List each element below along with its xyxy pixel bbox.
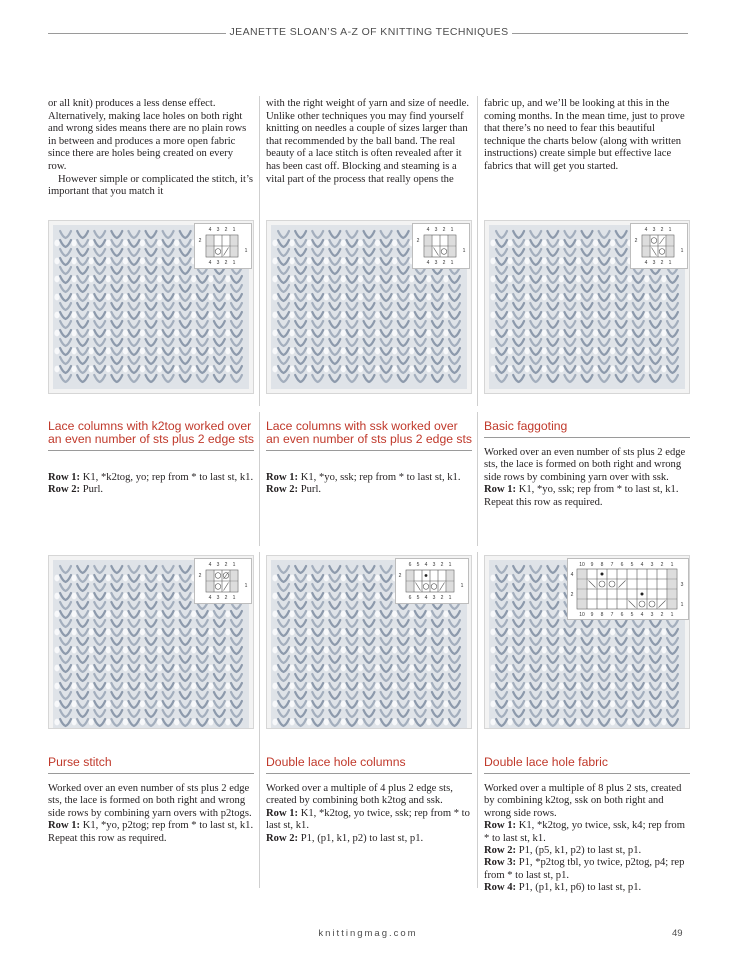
swatch-photo-double-lace-hole-columns — [266, 555, 472, 729]
stitch-intro: Worked over an even number of sts plus 2 edge sts, the lace is formed on both right and wrong side rows by combining yarn over with ssk. — [484, 447, 686, 483]
chart-col-number: 2 — [224, 595, 228, 601]
intro-column-2 — [266, 98, 472, 186]
chart-col-number: 2 — [660, 227, 664, 233]
chart-col-number: 4 — [644, 260, 648, 266]
swatch-photo-k2tog-columns — [48, 220, 254, 394]
stitch-instructions — [48, 472, 254, 497]
chart-col-number: 3 — [434, 227, 438, 233]
chart-col-number: 7 — [610, 562, 614, 568]
chart-col-number: 1 — [232, 260, 236, 266]
chart-col-number: 10 — [579, 612, 585, 618]
intro-paragraph: fabric up, and we’ll be looking at this in the coming months. In the mean time, just to prove that there’s no need to fear this beautiful technique the charts below (along with written instructions) create simple but effective lace fabrics that will get you started. — [484, 98, 685, 172]
instruction-line — [48, 820, 254, 845]
intro-column-3 — [484, 98, 690, 174]
intro-paragraph: with the right weight of yarn and size of needle. Unlike other techniques you may find yourself knitting on needles a couple of sizes larger than that recommended by the ball band. The real beauty of a lace stitch is often revealed after it has been cast off. Blocking and steaming is a vital part of the process that really opens the — [266, 98, 469, 185]
row-label: Row 2: — [48, 484, 81, 496]
instruction-line — [266, 472, 472, 484]
row-text: K1, *k2tog, yo twice, ssk; rep from * to last st, k1. — [266, 807, 470, 832]
instruction-line — [48, 484, 254, 496]
chart-row-number: 4 — [570, 572, 574, 578]
row-label: Row 1: — [484, 820, 517, 832]
chart-col-number: 3 — [216, 227, 220, 233]
stitch-heading: Lace columns with k2tog worked over an even number of sts plus 2 edge sts — [48, 420, 254, 451]
chart-col-number: 4 — [424, 562, 428, 568]
chart-col-number: 3 — [432, 562, 436, 568]
chart-col-number: 5 — [416, 562, 420, 568]
chart-col-number: 2 — [660, 260, 664, 266]
column-separator — [259, 552, 260, 888]
chart-col-number: 4 — [208, 227, 212, 233]
chart-col-number: 2 — [660, 562, 664, 568]
row-text: K1, *yo, ssk; rep from * to last st, k1. Repeat this row as required. — [484, 484, 679, 508]
chart-col-number: 6 — [408, 562, 412, 568]
chart-col-number: 2 — [442, 227, 446, 233]
row-label: Row 1: — [266, 472, 299, 483]
row-text: P1, (p1, k1, p2) to last st, p1. — [298, 832, 424, 844]
chart-col-number: 3 — [650, 562, 654, 568]
chart-row-number: 1 — [460, 583, 464, 589]
chart-col-number: 3 — [650, 612, 654, 618]
stitch-chart — [567, 558, 689, 620]
row-label: Row 1: — [484, 484, 517, 496]
chart-col-number: 6 — [620, 612, 624, 618]
stitch-intro: Worked over a multiple of 8 plus 2 sts, created by combining k2tog, ssk on both right and wrong side rows. — [484, 783, 682, 819]
header-rule-right — [512, 33, 688, 34]
intro-paragraph: However simple or complicated the stitch, it’s important that you match it — [48, 173, 254, 198]
chart-col-number: 3 — [216, 562, 220, 568]
chart-col-number: 7 — [610, 612, 614, 618]
chart-col-number: 4 — [208, 260, 212, 266]
chart-row-number: 2 — [570, 592, 574, 598]
chart-col-number: 1 — [232, 227, 236, 233]
instruction-line — [484, 845, 690, 857]
intro-column-1 — [48, 98, 254, 199]
chart-col-number: 8 — [600, 562, 604, 568]
instruction-line — [48, 472, 254, 484]
stitch-chart — [194, 223, 252, 269]
row-text: K1, *yo, p2tog; rep from * to last st, k1. Repeat this row as required. — [48, 820, 254, 844]
stitch-chart — [194, 558, 252, 604]
swatch-photo-purse-stitch — [48, 555, 254, 729]
column-separator — [259, 412, 260, 546]
row-label: Row 2: — [484, 845, 517, 857]
stitch-instructions — [266, 472, 472, 497]
swatch-photo-double-lace-hole-fabric — [484, 555, 690, 729]
chart-col-number: 5 — [630, 562, 634, 568]
instruction-line — [484, 882, 690, 894]
swatch-photo-ssk-columns — [266, 220, 472, 394]
chart-col-number: 1 — [450, 227, 454, 233]
chart-col-number: 6 — [408, 595, 412, 601]
row-text: K1, *k2tog, yo; rep from * to last st, k1. — [80, 472, 254, 483]
header-rule-left — [48, 33, 226, 34]
row-label: Row 4: — [484, 882, 517, 894]
footer-url: knittingmag.com — [318, 928, 418, 939]
stitch-heading: Basic faggoting — [484, 420, 690, 438]
row-label: Row 1: — [48, 472, 81, 483]
row-text: P1, (p1, k1, p6) to last st, p1. — [516, 882, 642, 894]
chart-col-number: 3 — [432, 595, 436, 601]
stitch-heading: Lace columns with ssk worked over an even number of sts plus 2 edge sts — [266, 420, 472, 451]
chart-col-number: 1 — [232, 595, 236, 601]
intro-paragraph: or all knit) produces a less dense effect. Alternatively, making lace holes on both right and wrong sides means there are no plain rows in between and produces a more open fabric since there are holes being created on every row. — [48, 98, 247, 172]
chart-row-number: 1 — [680, 602, 684, 608]
instruction-line — [484, 820, 690, 845]
chart-col-number: 4 — [640, 562, 644, 568]
stitch-instructions — [484, 447, 690, 509]
running-head — [0, 24, 736, 44]
chart-row-number: 2 — [634, 238, 638, 244]
stitch-heading: Double lace hole columns — [266, 756, 472, 774]
chart-col-number: 1 — [670, 612, 674, 618]
row-text: P1, (p5, k1, p2) to last st, p1. — [516, 845, 642, 857]
chart-col-number: 2 — [440, 595, 444, 601]
chart-col-number: 10 — [579, 562, 585, 568]
instruction-line — [266, 833, 472, 845]
chart-col-number: 1 — [448, 562, 452, 568]
chart-col-number: 9 — [590, 562, 594, 568]
chart-row-number: 1 — [462, 248, 466, 254]
stitch-instructions — [48, 783, 254, 845]
chart-col-number: 8 — [600, 612, 604, 618]
instruction-line — [266, 808, 472, 833]
chart-col-number: 3 — [216, 595, 220, 601]
chart-col-number: 4 — [208, 595, 212, 601]
chart-row-number: 3 — [680, 582, 684, 588]
chart-col-number: 3 — [216, 260, 220, 266]
column-separator — [477, 412, 478, 546]
chart-col-number: 2 — [224, 562, 228, 568]
stitch-heading: Double lace hole fabric — [484, 756, 690, 774]
row-label: Row 1: — [266, 807, 299, 819]
row-label: Row 2: — [266, 484, 299, 496]
chart-col-number: 4 — [424, 595, 428, 601]
chart-col-number: 4 — [640, 612, 644, 618]
row-label: Row 2: — [266, 832, 299, 844]
chart-col-number: 1 — [668, 227, 672, 233]
row-text: K1, *k2tog, yo twice, ssk, k4; rep from * to last st, k1. — [484, 820, 685, 844]
running-head-title: JEANETTE SLOAN’S A-Z OF KNITTING TECHNIQUES — [229, 26, 509, 38]
stitch-instructions — [266, 783, 472, 845]
stitch-chart — [395, 558, 469, 604]
chart-col-number: 1 — [670, 562, 674, 568]
row-text: Purl. — [298, 484, 322, 496]
chart-col-number: 2 — [224, 260, 228, 266]
chart-row-number: 2 — [398, 573, 402, 579]
chart-col-number: 2 — [440, 562, 444, 568]
chart-col-number: 1 — [232, 562, 236, 568]
swatch-photo-basic-faggoting — [484, 220, 690, 394]
stitch-instructions — [484, 783, 690, 895]
chart-col-number: 4 — [426, 260, 430, 266]
page-number: 49 — [672, 928, 683, 939]
column-separator — [477, 96, 478, 406]
chart-col-number: 1 — [668, 260, 672, 266]
stitch-heading: Purse stitch — [48, 756, 254, 774]
chart-row-number: 1 — [680, 248, 684, 254]
chart-col-number: 6 — [620, 562, 624, 568]
chart-row-number: 2 — [416, 238, 420, 244]
stitch-chart — [412, 223, 470, 269]
chart-row-number: 2 — [198, 573, 202, 579]
chart-col-number: 1 — [450, 260, 454, 266]
row-label: Row 1: — [48, 820, 81, 832]
chart-col-number: 3 — [652, 260, 656, 266]
chart-col-number: 9 — [590, 612, 594, 618]
chart-col-number: 4 — [208, 562, 212, 568]
chart-col-number: 4 — [426, 227, 430, 233]
chart-col-number: 2 — [660, 612, 664, 618]
chart-col-number: 3 — [434, 260, 438, 266]
chart-col-number: 1 — [448, 595, 452, 601]
instruction-line — [484, 484, 690, 509]
chart-col-number: 4 — [644, 227, 648, 233]
row-text: K1, *yo, ssk; rep from * to last st, k1. — [298, 472, 461, 483]
chart-row-number: 2 — [198, 238, 202, 244]
column-separator — [259, 96, 260, 406]
chart-col-number: 2 — [442, 260, 446, 266]
stitch-chart — [630, 223, 688, 269]
instruction-line — [484, 857, 690, 882]
row-label: Row 3: — [484, 857, 517, 869]
chart-col-number: 2 — [224, 227, 228, 233]
stitch-intro: Worked over an even number of sts plus 2 edge sts, the lace is formed on both right and wrong side rows by combining yarn overs with p2togs. — [48, 783, 252, 819]
instruction-line — [266, 484, 472, 496]
stitch-intro: Worked over a multiple of 4 plus 2 edge sts, created by combining both k2tog and ssk. — [266, 783, 453, 807]
column-separator — [477, 552, 478, 888]
row-text: Purl. — [80, 484, 104, 496]
chart-col-number: 3 — [652, 227, 656, 233]
chart-col-number: 5 — [630, 612, 634, 618]
chart-row-number: 1 — [244, 248, 248, 254]
chart-col-number: 5 — [416, 595, 420, 601]
row-text: P1, *p2tog tbl, yo twice, p2tog, p4; rep from * to last st, p1. — [484, 857, 685, 881]
chart-row-number: 1 — [244, 583, 248, 589]
